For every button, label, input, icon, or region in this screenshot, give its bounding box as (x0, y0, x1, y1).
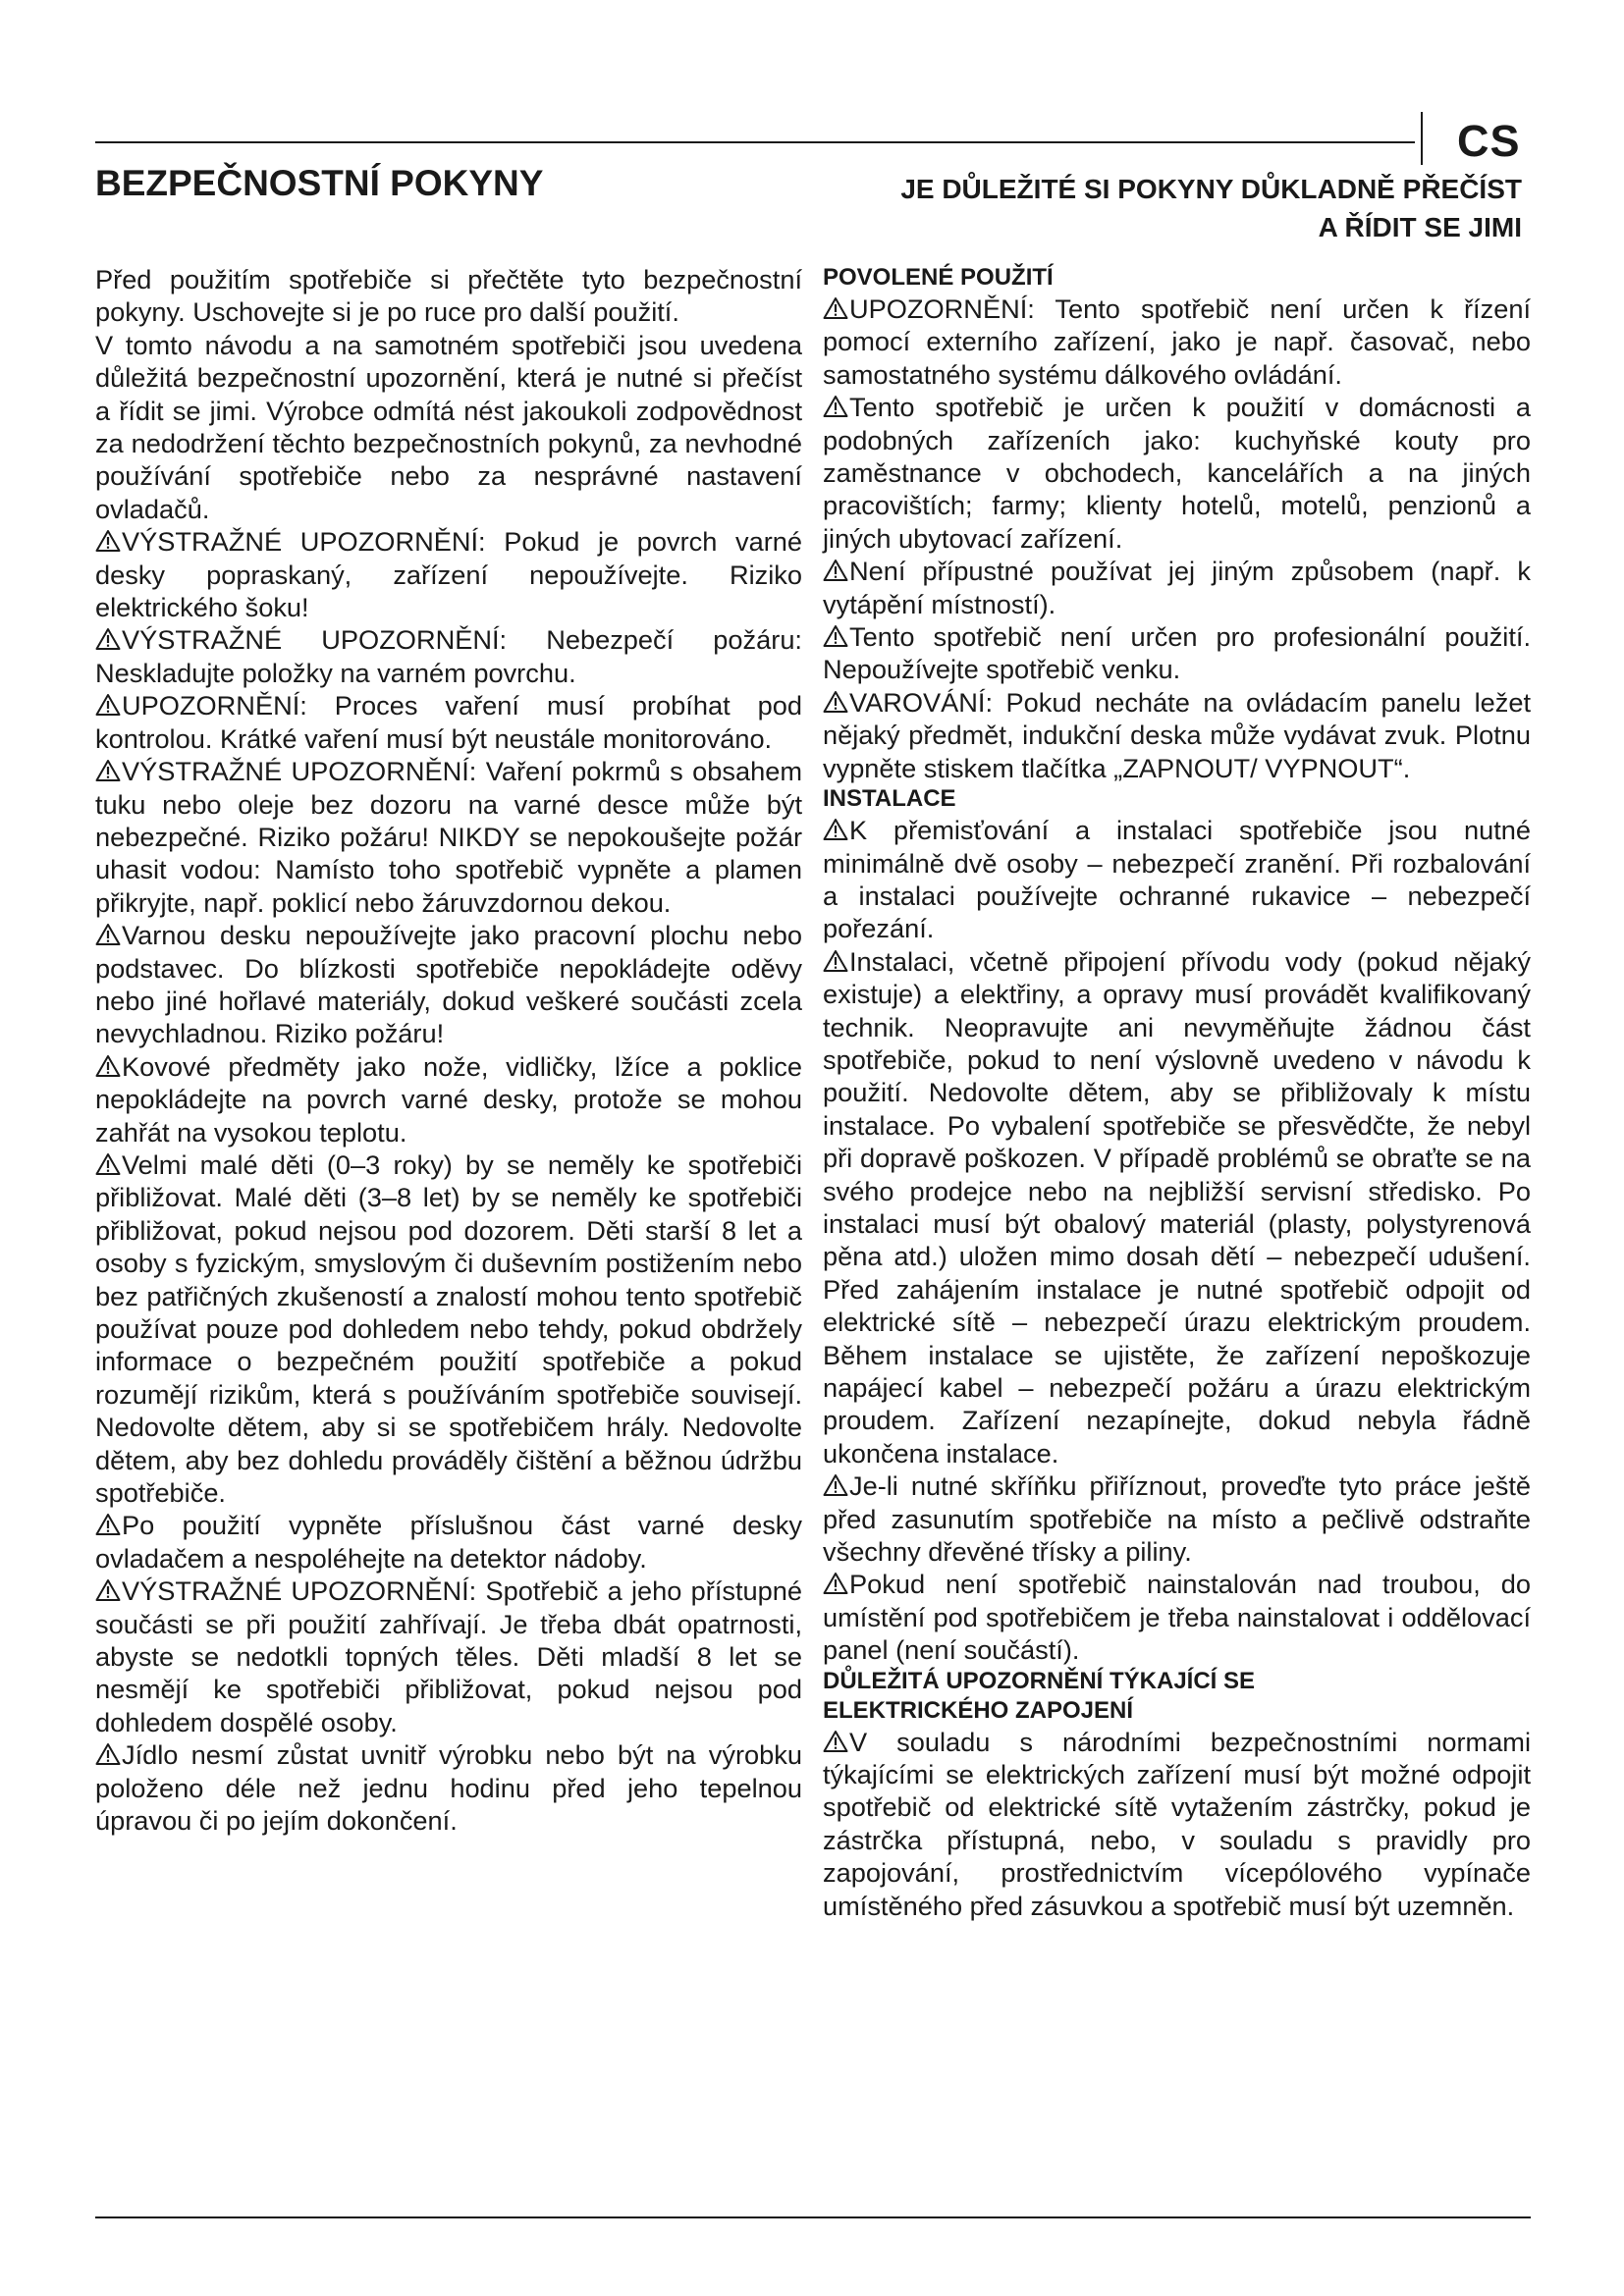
safety-warning: VÝSTRAŽNÉ UPOZORNĚNÍ: Nebezpečí požáru: Neskladujte položky na varném povrchu. (95, 624, 802, 688)
warning-triangle-icon (823, 690, 848, 714)
warning-triangle-icon (95, 1578, 121, 1602)
warning-triangle-icon (823, 949, 848, 973)
warning-triangle-icon (95, 1152, 121, 1176)
header-divider-vertical (1421, 112, 1423, 165)
safety-warning: V souladu s národními bezpečnostními normami týkajícími se elektrických zařízení musí být možné odpojit spotřebič od elektrické sítě vytažením zástrčky, pokud je zástrčka přístupná, nebo, v souladu s pravidly pro zapojování, prostřednictvím vícepólového vypínače umístěného před zásuvkou a spotřebič musí být uzemněn. (823, 1726, 1531, 1921)
right-column (823, 263, 1531, 1922)
warning-triangle-icon (823, 1572, 848, 1595)
section-heading-installation: INSTALACE (823, 785, 956, 813)
language-code: CS (1457, 116, 1521, 166)
warning-triangle-icon (823, 818, 848, 841)
page-title: BEZPEČNOSTNÍ POKYNY (95, 163, 544, 203)
safety-warning: Instalaci, včetně připojení přívodu vody (pokud nějaký existuje) a elektřiny, a opravy musí provádět kvalifikovaný technik. Neopravujte ani nevyměňujte žádnou část spotřebiče, pokud to není výslovně uvedeno v návodu k použití. Nedovolte dětem, aby se přibližovaly k místu instalace. Po vybalení spotřebiče se přesvědčte, že nebyl při dopravě poškozen. V případě problémů se obraťte se na svého prodejce nebo na nejbližší servisní středisko. Po instalaci musí být obalový materiál (plasty, polystyrenová pěna atd.) uložen mimo dosah dětí – nebezpečí udušení. Před zahájením instalace je nutné spotřebič odpojit od elektrické sítě – nebezpečí úrazu elektrickým proudem. Během instalace se ujistěte, že zařízení nepoškozuje napájecí kabel – nebezpečí požáru a úrazu elektrickým proudem. Zařízení nezapínejte, dokud nebyla řádně ukončena instalace. (823, 945, 1531, 1468)
section-heading-line: ELEKTRICKÉHO ZAPOJENÍ (823, 1696, 1134, 1724)
section-heading-line: DŮLEŽITÁ UPOZORNĚNÍ TÝKAJÍCÍ SE (823, 1667, 1256, 1694)
safety-warning: Varnou desku nepoužívejte jako pracovní plochu nebo podstavec. Do blízkosti spotřebiče nepokládejte oděvy nebo jiné hořlavé materiály, dokud veškeré součásti zcela nevychladnou. Riziko požáru! (95, 920, 802, 1049)
warning-triangle-icon (95, 529, 121, 553)
safety-warning: Kovové předměty jako nože, vidličky, lžíce a poklice nepokládejte na povrch varné desky, protože se mohou zahřát na vysokou teplotu. (95, 1050, 802, 1148)
safety-warning: Jídlo nesmí zůstat uvnitř výrobku nebo být na výrobku položeno déle než jednu hodinu před jeho tepelnou úpravou či po jejím dokončení. (95, 1739, 802, 1837)
intro-paragraph-2: V tomto návodu a na samotném spotřebiči jsou uvedena důležitá bezpečnostní upozornění, která je nutné si přečíst a řídit se jimi. Výrobce odmítá nést jakoukoli zodpovědnost za nedodržení těchto bezpečnostních pokynů, za nevhodné používání spotřebiče nebo za nesprávné nastavení ovladačů. (95, 329, 802, 524)
left-column (95, 263, 802, 1838)
warning-triangle-icon (823, 559, 848, 582)
safety-warning: VÝSTRAŽNÉ UPOZORNĚNÍ: Vaření pokrmů s obsahem tuku nebo oleje bez dozoru na varné desce může být nebezpečné. Riziko požáru! NIKDY se nepokoušejte požár uhasit vodou: Namísto toho spotřebič vypněte a plamen přikryjte, např. poklicí nebo žáruvzdornou dekou. (95, 756, 802, 918)
warning-triangle-icon (95, 1054, 121, 1078)
warning-triangle-icon (95, 627, 121, 651)
safety-warning: K přemisťování a instalaci spotřebiče jsou nutné minimálně dvě osoby – nebezpečí zranění. Při rozbalování a instalaci používejte ochranné rukavice – nebezpečí pořezání. (823, 815, 1531, 944)
intro-paragraph: Před použitím spotřebiče si přečtěte tyto bezpečnostní pokyny. Uschovejte si je po ruce pro další použití. (95, 264, 802, 328)
safety-warning: Tento spotřebič není určen pro profesionální použití. Nepoužívejte spotřebič venku. (823, 621, 1531, 685)
warning-triangle-icon (95, 693, 121, 717)
header-rule (95, 141, 1415, 143)
safety-warning: VÝSTRAŽNÉ UPOZORNĚNÍ: Pokud je povrch varné desky popraskaný, zařízení nepoužívejte. Riziko elektrického šoku! (95, 526, 802, 623)
safety-warning: Pokud není spotřebič nainstalován nad troubou, do umístění pod spotřebičem je třeba nainstalovat i oddělovací panel (není součástí). (823, 1569, 1531, 1666)
safety-warning: UPOZORNĚNÍ: Proces vaření musí probíhat pod kontrolou. Krátké vaření musí být neustále monitorováno. (95, 690, 802, 754)
warning-triangle-icon (823, 624, 848, 648)
safety-warning: Není přípustné používat jej jiným způsobem (např. k vytápění místností). (823, 556, 1531, 619)
footer-rule (95, 2216, 1531, 2218)
section-heading-electrical (823, 1667, 1531, 1726)
page-subtitle (677, 170, 1522, 246)
safety-warning: Tento spotřebič je určen k použití v domácnosti a podobných zařízeních jako: kuchyňské kouty pro zaměstnance v obchodech, kancelářích a na jiných pracovištích; farmy; klienty hotelů, motelů, penzionů a jiných ubytovací zařízení. (823, 392, 1531, 554)
warning-triangle-icon (823, 395, 848, 418)
safety-warning: Velmi malé děti (0–3 roky) by se neměly ke spotřebiči přibližovat. Malé děti (3–8 let) by se neměly ke spotřebiči přibližovat, pokud nejsou pod dozorem. Děti starší 8 let a osoby s fyzickým, smyslovým či duševním postižením nebo bez patřičných zkušeností a znalostí mohou tento spotřebič používat pouze pod dohledem nebo tehdy, pokud obdržely informace o bezpečném použití spotřebiče a pokud rozumějí rizikům, která s používáním spotřebiče souvisejí. Nedovolte dětem, aby si se spotřebičem hrály. Nedovolte dětem, aby bez dohledu prováděly čištění a běžnou údržbu spotřebiče. (95, 1148, 802, 1509)
warning-triangle-icon (95, 1513, 121, 1536)
warning-triangle-icon (823, 1473, 848, 1497)
section-heading-permitted-use: POVOLENÉ POUŽITÍ (823, 264, 1054, 291)
safety-warning: Je-li nutné skříňku přiříznout, proveďte tyto práce ještě před zasunutím spotřebiče na místo a pečlivě odstraňte všechny dřevěné třísky a piliny. (823, 1470, 1531, 1568)
warning-triangle-icon (823, 296, 848, 320)
safety-warning: UPOZORNĚNÍ: Tento spotřebič není určen k řízení pomocí externího zařízení, jako je např. časovač, nebo samostatného systému dálkového ovládání. (823, 294, 1531, 390)
warning-triangle-icon (95, 923, 121, 946)
subtitle-line-2: A ŘÍDIT SE JIMI (1318, 212, 1522, 242)
warning-triangle-icon (95, 1742, 121, 1766)
warning-triangle-icon (823, 1730, 848, 1753)
subtitle-line-1: JE DŮLEŽITÉ SI POKYNY DŮKLADNĚ PŘEČÍST (900, 174, 1522, 204)
safety-warning: VÝSTRAŽNÉ UPOZORNĚNÍ: Spotřebič a jeho přístupné součásti se při použití zahřívají. Je třeba dbát opatrnosti, abyste se nedotkli topných těles. Děti mladší 8 let se nesmějí ke spotřebiči přibližovat, pokud nejsou pod dohledem dospělé osoby. (95, 1575, 802, 1737)
safety-warning: VAROVÁNÍ: Pokud necháte na ovládacím panelu ležet nějaký předmět, indukční deska může vydávat zvuk. Plotnu vypněte stiskem tlačítka „ZAPNOUT/ VYPNOUT“. (823, 686, 1531, 783)
safety-warning: Po použití vypněte příslušnou část varné desky ovladačem a nespoléhejte na detektor nádoby. (95, 1510, 802, 1574)
warning-triangle-icon (95, 759, 121, 782)
